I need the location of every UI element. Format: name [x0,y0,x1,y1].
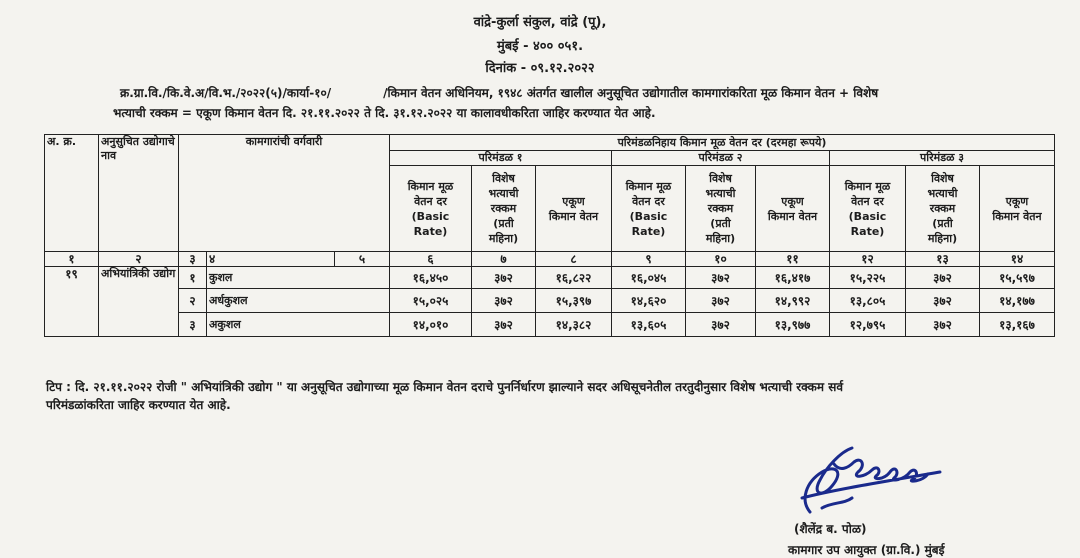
wage-cell: १५,०२५ [390,289,472,313]
category-name: अकुशल [207,313,390,337]
reference-number: क्र.ग्रा.वि./कि.वे.अ/वि.भ./२०२२(५)/कार्या-१०/ [120,86,332,100]
column-number: १२ [830,252,906,267]
wage-cell: १३,८०५ [830,289,906,313]
column-number: २ [99,252,179,267]
wage-cell: ३७२ [472,267,536,289]
column-number: ९ [612,252,686,267]
wage-cell: ३७२ [906,267,980,289]
category-serial: ३ [179,313,207,337]
notification-text-continued: भत्याची रक्कम = एकूण किमान वेतन दि. २१.११.२०२२ ते दि. ३१.१२.२०२२ या कालावधीकरिता जाहिर करण्यात येत आहे. [113,106,656,120]
header-basic-rate: किमान मूळ वेतन दर (Basic Rate) [390,166,472,252]
reference-line [120,84,878,101]
header-special-allowance: विशेष भत्याची रक्कम (प्रती महिना) [686,166,756,252]
signature-image [792,442,952,520]
wage-cell: १३,९७७ [756,313,830,337]
notice-date: दिनांक - ०९.१२.२०२२ [485,61,595,76]
column-number: १ [45,252,99,267]
signatory-title: कामगार उप आयुक्त (ग्रा.वि.) मुंबई [788,543,945,557]
column-number: ७ [472,252,536,267]
column-number: १० [686,252,756,267]
wage-cell: ३७२ [906,313,980,337]
header-industry: अनुसुचित उद्योगाचे नाव [99,135,179,252]
header-special-allowance: विशेष भत्याची रक्कम (प्रती महिना) [906,166,980,252]
header-basic-rate: किमान मूळ वेतन दर (Basic Rate) [612,166,686,252]
header-serial: अ. क्र. [45,135,99,252]
footnote-line-1: टिप : दि. २१.११.२०२२ रोजी " अभियांत्रिकी उद्योग " या अनुसूचित उद्योगाच्या मूळ किमान वेतन दराचे पुनर्निर्धारण झाल्याने सदर अधिसूचनेतील तरतुदीनुसार विशेष भत्याची रक्कम सर्व [46,380,844,394]
wage-cell: १६,४१७ [756,267,830,289]
wage-cell: १३,६०५ [612,313,686,337]
header-basic-rate: किमान मूळ वेतन दर (Basic Rate) [830,166,906,252]
wage-cell: ३७२ [472,289,536,313]
wage-cell: ३७२ [906,289,980,313]
column-number: ४ [207,252,335,267]
footnote [46,378,1036,414]
wage-cell: १५,५९७ [980,267,1055,289]
column-number: ६ [390,252,472,267]
wage-cell: १६,०४५ [612,267,686,289]
office-city: मुंबई - ४०० ०५१. [496,39,584,54]
header-zone-2: परिमंडळ २ [612,151,830,166]
header-total: एकूण किमान वेतन [536,166,612,252]
category-serial: २ [179,289,207,313]
wage-cell: १५,२२५ [830,267,906,289]
wage-table [44,134,1055,337]
column-number: १४ [980,252,1055,267]
column-number: १३ [906,252,980,267]
column-number: ३ [179,252,207,267]
wage-rows [45,267,1055,337]
wage-cell: ३७२ [686,313,756,337]
header-total: एकूण किमान वेतन [756,166,830,252]
wage-cell: १५,३९७ [536,289,612,313]
header-special-allowance: विशेष भत्याची रक्कम (प्रती महिना) [472,166,536,252]
signatory-name: (शैलेंद्र ब. पोळ) [794,522,867,536]
wage-cell: १२,७९५ [830,313,906,337]
wage-cell: १४,९९२ [756,289,830,313]
wage-cell: १४,१७७ [980,289,1055,313]
wage-cell: ३७२ [686,289,756,313]
column-number: ११ [756,252,830,267]
header-zone-wise: परिमंडळनिहाय किमान मूळ वेतन दर (दरमहा रूपये) [390,135,1055,151]
wage-cell: १३,१६७ [980,313,1055,337]
wage-cell: १४,०१० [390,313,472,337]
category-name: कुशल [207,267,390,289]
wage-cell: १६,४५० [390,267,472,289]
industry-serial: १९ [45,267,99,337]
header-category: कामगारांची वर्गवारी [179,135,390,252]
notification-text: /किमान वेतन अधिनियम, १९४८ अंतर्गत खालील अनुसूचित उद्योगातील कामगारांकरिता मूळ किमान वेतन + विशेष [383,86,879,100]
category-name: अर्धकुशल [207,289,390,313]
column-number: ५ [335,252,390,267]
wage-cell: १६,८२२ [536,267,612,289]
footnote-line-2: परिमंडळांकरिता जाहिर करण्यात येत आहे. [46,398,231,412]
column-number: ८ [536,252,612,267]
office-address: वांद्रे-कुर्ला संकुल, वांद्रे (पू), [473,15,607,30]
category-serial: १ [179,267,207,289]
table-row [45,267,1055,289]
wage-cell: ३७२ [686,267,756,289]
header-zone-3: परिमंडळ ३ [830,151,1055,166]
header-zone-1: परिमंडळ १ [390,151,612,166]
column-number-row [45,252,1055,267]
industry-name: अभियांत्रिकी उद्योग [99,267,179,337]
table-row [45,313,1055,337]
wage-cell: ३७२ [472,313,536,337]
header-total: एकूण किमान वेतन [980,166,1055,252]
wage-cell: १४,६२० [612,289,686,313]
table-row [45,289,1055,313]
wage-cell: १४,३८२ [536,313,612,337]
